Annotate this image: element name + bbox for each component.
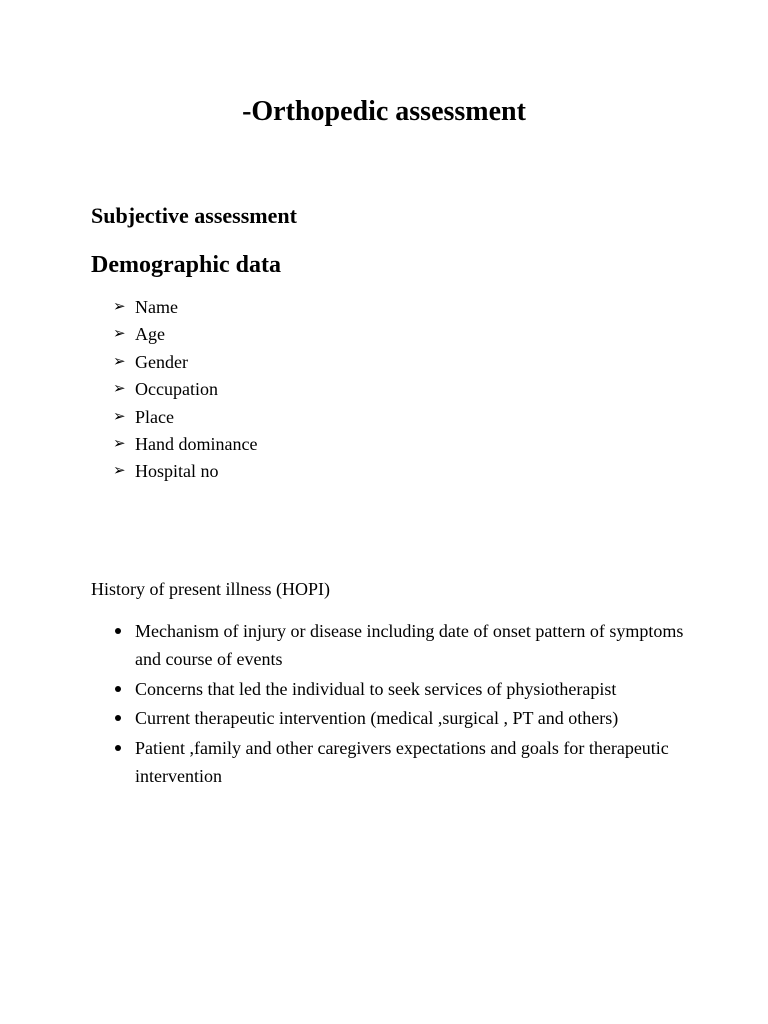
list-item bbox=[113, 704, 713, 732]
round-bullet-icon bbox=[113, 734, 135, 762]
list-item bbox=[113, 321, 257, 348]
list-item bbox=[113, 349, 257, 376]
hopi-heading: History of present illness (HOPI) bbox=[91, 579, 330, 599]
demographic-item-label: Name bbox=[135, 297, 178, 317]
hopi-list bbox=[113, 617, 713, 791]
hopi-item-text: Current therapeutic intervention (medical ,surgical , PT and others) bbox=[135, 708, 619, 728]
hopi-item-text: Mechanism of injury or disease including date of onset pattern of symptoms and course of events bbox=[135, 621, 684, 669]
section-heading-subjective: Subjective assessment bbox=[91, 203, 297, 228]
demographic-item-label: Hospital no bbox=[135, 461, 219, 482]
demographic-item-label: Occupation bbox=[135, 379, 218, 400]
list-item bbox=[113, 294, 257, 321]
page-title: -Orthopedic assessment bbox=[242, 96, 526, 127]
list-item bbox=[113, 734, 713, 790]
hopi-item-text: Patient ,family and other caregivers expectations and goals for therapeutic intervention bbox=[135, 737, 669, 786]
arrowhead-bullet-icon: ➢ bbox=[113, 408, 126, 425]
list-item bbox=[113, 458, 257, 485]
demographic-item-label: Gender bbox=[135, 351, 188, 372]
round-bullet-icon bbox=[113, 617, 135, 645]
demographic-item-label: Age bbox=[135, 324, 165, 345]
arrowhead-bullet-icon: ➢ bbox=[113, 381, 126, 398]
arrowhead-bullet-icon: ➢ bbox=[113, 353, 126, 370]
arrowhead-bullet-icon: ➢ bbox=[113, 435, 126, 452]
list-item bbox=[113, 431, 257, 458]
arrowhead-bullet-icon: ➢ bbox=[113, 299, 126, 315]
list-item bbox=[113, 617, 713, 673]
arrowhead-bullet-icon: ➢ bbox=[113, 463, 126, 480]
demographic-data-heading: Demographic data bbox=[91, 252, 281, 278]
round-bullet-icon bbox=[113, 704, 135, 732]
demographic-list bbox=[113, 294, 257, 486]
list-item bbox=[113, 675, 713, 703]
demographic-item-label: Place bbox=[135, 406, 174, 427]
round-bullet-icon bbox=[113, 675, 135, 703]
arrowhead-bullet-icon: ➢ bbox=[113, 326, 126, 343]
hopi-item-text: Concerns that led the individual to seek services of physiotherapist bbox=[135, 678, 617, 699]
demographic-item-label: Hand dominance bbox=[135, 433, 258, 454]
list-item bbox=[113, 376, 257, 403]
list-item bbox=[113, 404, 257, 431]
